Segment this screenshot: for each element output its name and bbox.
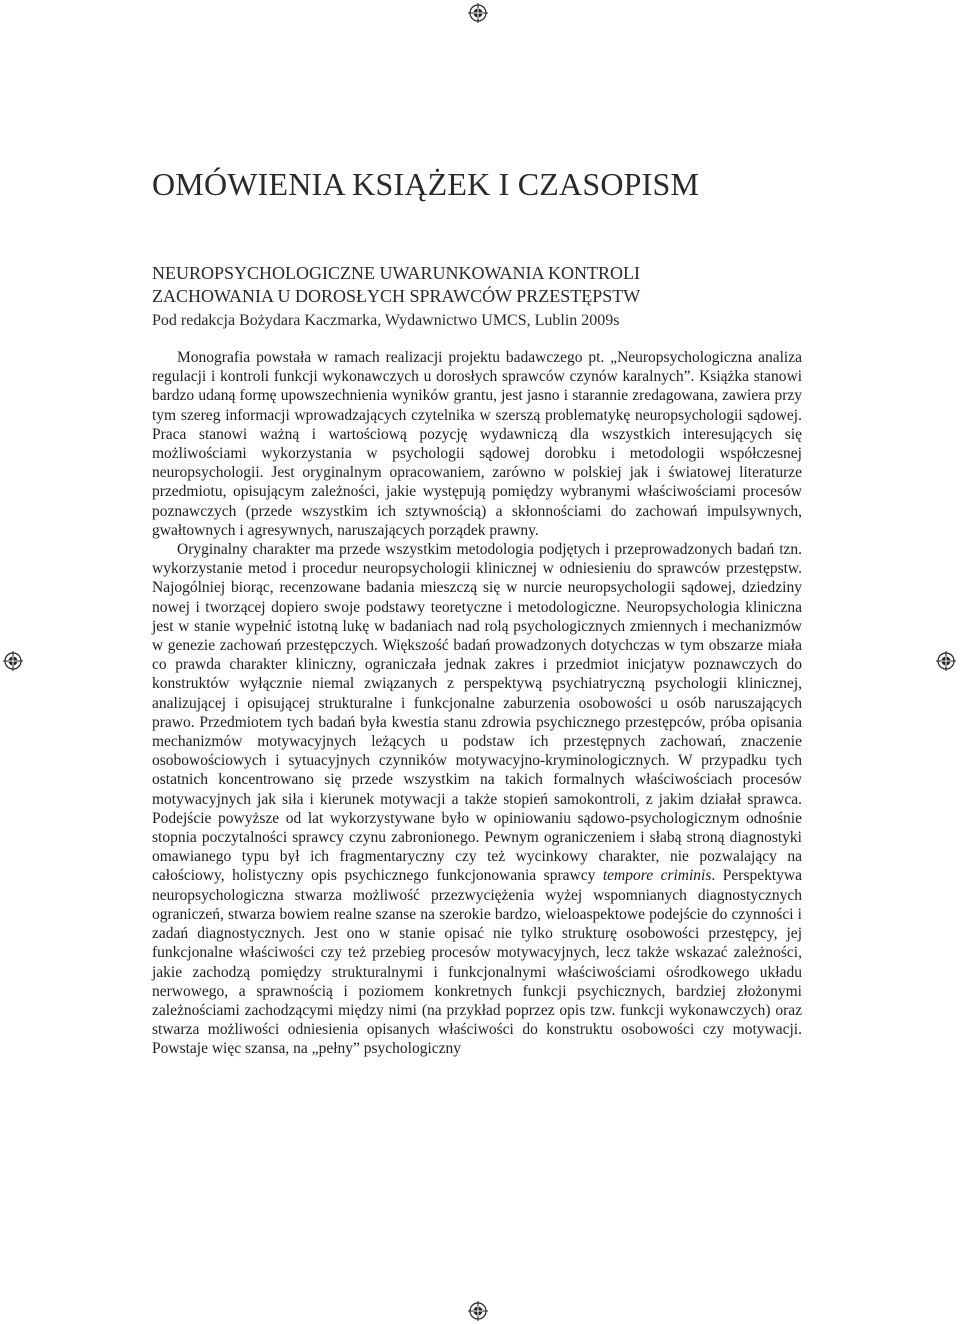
book-byline: Pod redakcja Bożydara Kaczmarka, Wydawnictwo UMCS, Lublin 2009s	[152, 312, 620, 329]
registration-mark-icon	[468, 3, 488, 23]
paragraph-text: Oryginalny charakter ma przede wszystkim metodologia podjętych i przeprowadzonych badań tzn. wykorzystanie metod i procedur neuropsychologii klinicznej w odniesieniu do sprawców przestępstw. Najogólniej biorąc, recenzowane badania mieszczą się w nurcie neuropsychologii sądowej, dziedziny nowej i tworzącej dopiero swoje podstawy teoretyczne i metodologiczne. Neuropsychologia kliniczna jest w stanie wypełnić istotną lukę w badaniach nad rolą psychologicznych zmiennych i mechanizmów w genezie zachowań przestępczych. Większość badań prowadzonych dotychczas w tym obszarze miała co prawda charakter kliniczny, ograniczała jednak zakres i przedmiot inicjatyw poznawczych do konstruktów wyłącznie niemal związanych z perspektywą psychiatryczną psychologii klinicznej, analizującej i opisującej strukturalne i funkcjonalne zaburzenia osobowości u osób naruszających prawo. Przedmiotem tych badań była kwestia stanu zdrowia psychicznego przestępców, próba opisania mechanizmów motywacyjnych leżących u podstaw ich przestępnych zachowań, znaczenie osobowościowych i sytuacyjnych czynników motywacyjno-kryminologicznych. W przypadku tych ostatnich koncentrowano się przede wszystkim na takich formalnych właściwościach procesów motywacyjnych jak siła i kierunek motywacji a także stopień samokontroli, z jakim działał sprawca. Podejście powyższe od lat wykorzystywane było w opiniowaniu sądowo-psychologicznym odnośnie stopnia poczytalności sprawcy czynu zabronionego. Pewnym ograniczeniem i słabą stroną diagnostyki omawianego typu był ich fragmentaryczny czy też wycinkowy charakter, nie pozwalający na całościowy, holistyczny opis psychicznego funkcjonowania sprawcy	[152, 541, 802, 885]
book-title	[152, 262, 812, 308]
registration-mark-icon	[468, 1301, 488, 1321]
section-title: OMÓWIENIA KSIĄŻEK I CZASOPISM	[152, 166, 700, 202]
book-title-line: ZACHOWANIA U DOROSŁYCH SPRAWCÓW PRZESTĘPSTW	[152, 286, 641, 306]
registration-mark-icon	[936, 651, 956, 671]
paragraph-text: . Perspektywa neuropsychologiczna stwarza możliwość przezwyciężenia wyżej wspomnianych diagnostycznych ograniczeń, stwarza bowiem realne szanse na szerokie bardzo, wieloaspektowe podejście do czynności i zadań diagnostycznych. Jest ono w stanie opisać nie tylko strukturę osobowości przestępcy, jej funkcjonalne właściwości czy też przebieg procesów motywacyjnych, lecz także wskazać zależności, jakie zachodzą pomiędzy strukturalnymi i funkcjonalnymi właściwościami ośrodkowego układu nerwowego, a sprawnością i poziomem konkretnych funkcji psychicznych, bardziej złożonymi zależnościami zachodzącymi między nimi (na przykład poprzez opis tzw. funkcji wykonawczych) oraz stwarza możliwości odniesienia opisanych właściwości do konstruktu osobowości czy motywacji. Powstaje więc szansa, na „pełny” psychologiczny	[152, 867, 802, 1058]
book-title-line: NEUROPSYCHOLOGICZNE UWARUNKOWANIA KONTROLI	[152, 263, 640, 283]
paragraph-text: Monografia powstała w ramach realizacji projektu badawczego pt. „Neuropsychologiczna analiza regulacji i kontroli funkcji wykonawczych u dorosłych sprawców czynów karalnych”. Książka stanowi bardzo udaną formę upowszechnienia wyników grantu, jest jasno i starannie zredagowana, zawiera przy tym szereg informacji wprowadzających czytelnika w szerszą problematykę neuropsychologii sądowej. Praca stanowi ważną i wartościową pozycję wydawniczą dla wszystkich interesujących się możliwościami wykorzystania w psychologii sądowej dorobku i metodologii współczesnej neuropsychologii. Jest oryginalnym opracowaniem, zarówno w polskiej jak i światowej literaturze przedmiotu, opisującym zależności, jakie występują pomiędzy wybranymi właściwościami procesów poznawczych (przede wszystkim ich sztywnością) a skłonnościami do zachowań impulsywnych, gwałtownych i agresywnych, naruszających porządek prawny.	[152, 349, 802, 539]
latin-term: tempore criminis	[602, 867, 712, 885]
paragraph	[152, 540, 802, 1058]
registration-mark-icon	[3, 651, 23, 671]
review-body	[152, 348, 802, 1059]
paragraph	[152, 348, 802, 540]
